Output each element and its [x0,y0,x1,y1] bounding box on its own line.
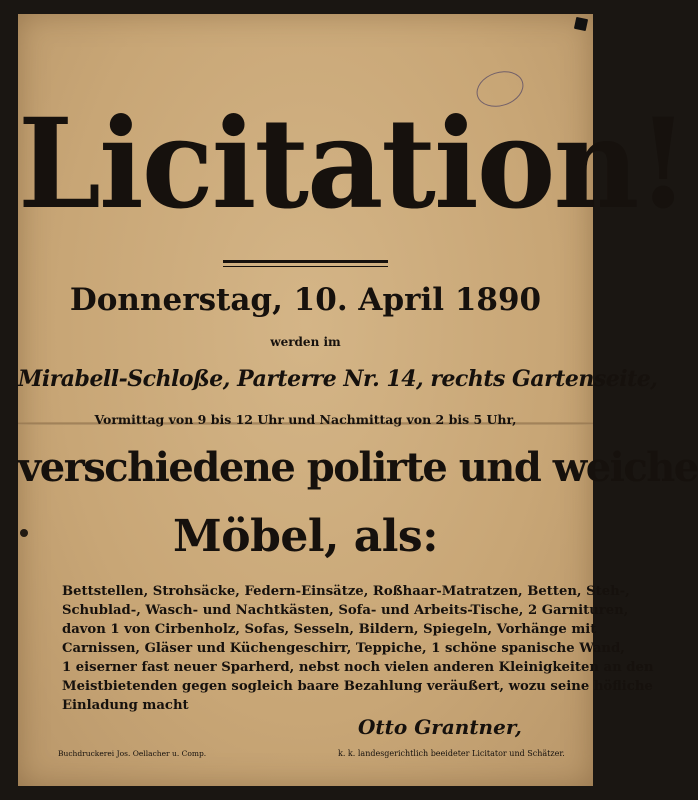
printer-credit: Buchdruckerei Jos. Oellacher u. Comp. [58,749,207,758]
item-list-line: Bettstellen, Strohsäcke, Federn-Einsätze, Roßhaar-Matratzen, Betten, Steh-, [62,584,630,599]
item-list-line: Meistbietenden gegen sogleich baare Bezahlung veräußert, wozu seine höfliche [62,679,653,694]
date-line: Donnerstag, 10. April 1890 [69,282,542,318]
poster-title: Licitation! [18,90,688,237]
signature: Otto Grantner, [358,715,522,739]
item-list-line: 1 eiserner fast neuer Sparherd, nebst noch vielen anderen Kleinigkeiten an den [62,660,654,675]
title-rule-thin [223,266,388,267]
item-list-line: Einladung macht [62,698,189,713]
title-rule [223,260,388,263]
moebel-heading: Möbel, als: [173,511,438,562]
times-line: Vormittag von 9 bis 12 Uhr und Nachmittag von 2 bis 5 Uhr, [94,412,517,427]
item-list [62,582,654,715]
werden-im: werden im [270,335,341,349]
auctioneer-role: k. k. landesgerichtlich beeideter Licitator und Schätzer. [338,749,565,758]
item-list-line: Schublad-, Wasch- und Nachtkästen, Sofa- und Arbeits-Tische, 2 Garnituren, [62,603,629,618]
location-line: Mirabell-Schloße, Parterre Nr. 14, rechts Gartenseite, [18,366,658,392]
furniture-heading: verschiedene polirte und weiche [18,444,698,491]
corner-mark-icon [574,17,588,31]
item-list-line: davon 1 von Cirbenholz, Sofas, Sesseln, Bildern, Spiegeln, Vorhänge mit [62,622,597,637]
auction-poster [18,14,698,786]
item-list-line: Carnissen, Gläser und Küchengeschirr, Teppiche, 1 schöne spanische Wand, [62,641,625,656]
